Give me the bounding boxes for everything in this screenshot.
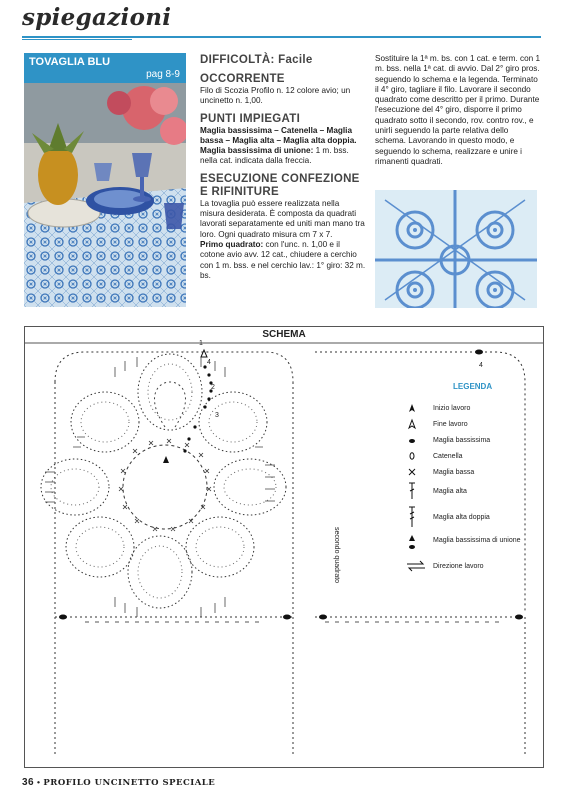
page-footer xyxy=(22,777,215,788)
legend-label: Maglia alta doppia xyxy=(433,514,490,521)
materials-heading: OCCORRENTE xyxy=(200,73,285,85)
page-number: 36 xyxy=(22,777,35,788)
round-number-2: 2 xyxy=(211,384,215,391)
header-divider xyxy=(22,36,541,38)
tablecloth-photo-image xyxy=(24,53,186,307)
instructions-column-right xyxy=(375,54,541,167)
legend-label: Maglia bassa xyxy=(433,469,475,476)
chain-icon xyxy=(405,449,419,463)
stitches-list: Maglia bassissima – Catenella – Maglia bassa – Maglia alta – Maglia alta doppia. xyxy=(200,125,357,145)
legend-item xyxy=(405,559,545,573)
lace-detail-image xyxy=(375,190,537,308)
page-header xyxy=(0,0,563,44)
legend-item xyxy=(405,401,545,415)
double-crochet-icon xyxy=(405,481,419,501)
instructions-column-left xyxy=(200,54,366,281)
stitches-heading: PUNTI IMPIEGATI xyxy=(200,112,301,125)
first-square-label: Primo quadrato: xyxy=(200,239,264,249)
union-stitch-text: 1 m. bss. nella cat. indicata dalla freccia. xyxy=(200,146,349,166)
legend-label: Maglia bassissima xyxy=(433,437,491,444)
treble-crochet-icon xyxy=(405,505,419,529)
legend-item xyxy=(405,533,545,557)
footer-separator: • xyxy=(37,777,41,787)
legend-title: LEGENDA xyxy=(453,382,493,391)
materials-text: Filo di Scozia Profilo n. 12 colore avio; un uncinetto n. 1,00. xyxy=(200,86,351,106)
start-arrow-icon xyxy=(405,401,419,415)
legend-label: Fine lavoro xyxy=(433,421,468,428)
execution-intro: La tovaglia può essere realizzata nella misura desiderata. È composta da quadrati lavorati separatamente ed uniti man mano tra loro. Ogni quadrato misura cm 7 x 7. xyxy=(200,198,365,239)
publication-name: PROFILO UNCINETTO SPECIALE xyxy=(43,778,216,788)
round-number-4: 4 xyxy=(207,359,211,366)
end-arrow-icon xyxy=(405,417,419,431)
header-divider-short xyxy=(22,39,132,40)
continued-instructions: Sostituire la 1ª m. bs. con 1 cat. e term. con 1 m. bss. nella 1ª cat. di avvio. Dal 2° giro pros. seguendo lo schema e la legenda. Terminato il 4° giro, tagliare il filo. Lavorare il secondo quadrato come descritto per il primo. Durante l'esecuzione del 4° giro, disporre il primo quadrato sotto il secondo, rov. contro rov., e unirli seguendo la parte relativa dello schema. Lavorando in questo modo, e seguendo lo schema, realizzare e unire i rimanenti quadrati. xyxy=(375,54,541,166)
legend-label: Maglia bassissima di unione xyxy=(433,537,521,544)
execution-heading: ESECUZIONE CONFEZIONE E RIFINITURE xyxy=(200,172,360,198)
join-stitch-icon xyxy=(405,533,419,553)
work-direction-icon xyxy=(405,559,427,573)
legend-label: Inizio lavoro xyxy=(433,405,471,412)
product-photo xyxy=(24,53,186,307)
slip-stitch-icon xyxy=(405,433,419,447)
lace-detail-photo xyxy=(375,190,537,308)
crochet-schema xyxy=(24,326,544,768)
difficulty-heading: DIFFICOLTÀ: Facile xyxy=(200,54,313,66)
first-square-text: con l'unc. n. 1,00 e il cotone avio avv. 12 cat., chiudere a cerchio con 1 m. bss. e nel cerchio lav.: 1° giro: 32 m. bs. xyxy=(200,239,366,280)
legend-label: Direzione lavoro xyxy=(433,563,484,570)
project-title: TOVAGLIA BLU xyxy=(29,56,111,68)
page-reference: pag 8-9 xyxy=(146,69,180,80)
second-square-label: secondo quadrato xyxy=(333,527,340,584)
legend-item xyxy=(405,505,545,531)
round-number-1: 1 xyxy=(199,340,203,347)
round-number-3: 3 xyxy=(215,412,219,419)
first-square-instructions xyxy=(200,240,366,281)
section-title: spiegazioni xyxy=(22,4,172,31)
legend-item xyxy=(405,433,545,447)
legend-label: Maglia alta xyxy=(433,488,467,495)
legend-item xyxy=(405,465,545,479)
single-crochet-icon xyxy=(405,465,419,479)
round-number-4b: 4 xyxy=(479,362,483,369)
legend-item xyxy=(405,481,545,503)
legend xyxy=(405,382,545,575)
legend-label: Catenella xyxy=(433,453,463,460)
legend-item xyxy=(405,417,545,431)
legend-item xyxy=(405,449,545,463)
schema-title: SCHEMA xyxy=(262,329,306,340)
union-stitch-note xyxy=(200,146,366,167)
photo-title-bar xyxy=(24,53,186,83)
union-stitch-label: Maglia bassissima di unione: xyxy=(200,146,314,156)
